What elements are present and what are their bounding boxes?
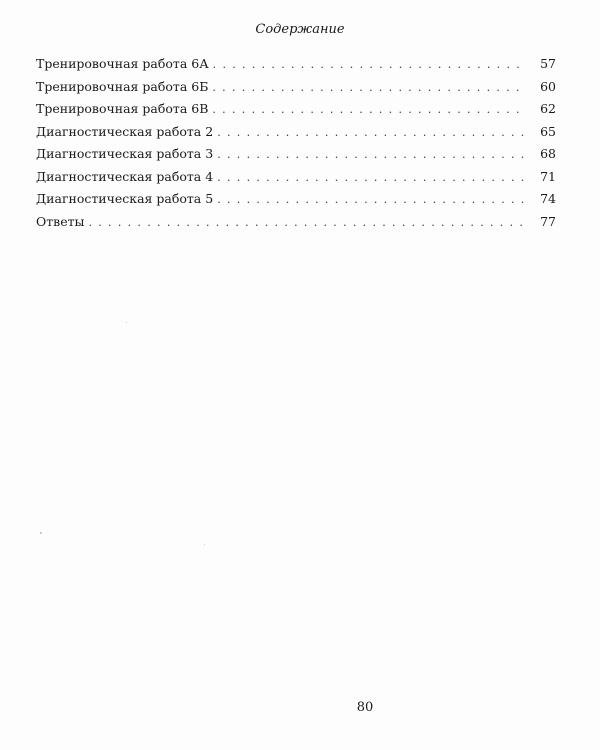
toc-entry-page: 62 — [540, 101, 556, 116]
scan-speck — [40, 532, 42, 534]
toc-entry-training-6v[interactable] — [36, 101, 556, 124]
scan-speck — [204, 544, 205, 545]
toc-entry-diagnostic-5[interactable] — [36, 191, 556, 214]
dot-leader — [88, 216, 526, 229]
scan-speck — [126, 322, 127, 323]
dot-leader — [213, 58, 526, 71]
toc-entry-label: Тренировочная работа 6А — [36, 56, 209, 71]
page-title: Содержание — [255, 22, 345, 37]
toc-entry-page: 74 — [540, 191, 556, 206]
toc-entry-label: Диагностическая работа 3 — [36, 146, 214, 161]
dot-leader — [217, 148, 526, 161]
dot-leader — [217, 193, 526, 206]
toc-entry-label: Диагностическая работа 5 — [36, 191, 214, 206]
toc-entry-diagnostic-2[interactable] — [36, 124, 556, 147]
table-of-contents — [36, 56, 556, 236]
toc-entry-diagnostic-4[interactable] — [36, 169, 556, 192]
toc-entry-answers[interactable] — [36, 214, 556, 237]
dot-leader — [212, 81, 526, 94]
toc-entry-label: Тренировочная работа 6Б — [36, 78, 209, 94]
toc-entry-label: Тренировочная работа 6В — [36, 101, 209, 116]
toc-entry-label: Ответы — [36, 213, 85, 229]
toc-entry-page: 71 — [540, 168, 556, 184]
toc-entry-label: Диагностическая работа 2 — [36, 123, 214, 139]
toc-entry-page: 77 — [540, 213, 556, 229]
toc-entry-page: 57 — [540, 56, 556, 71]
toc-entry-training-6a[interactable] — [36, 56, 556, 79]
toc-entry-page: 60 — [540, 78, 556, 94]
dot-leader — [217, 126, 526, 139]
dot-leader — [217, 171, 526, 184]
dot-leader — [212, 103, 526, 116]
toc-entry-diagnostic-3[interactable] — [36, 146, 556, 169]
toc-entry-page: 68 — [540, 146, 556, 161]
toc-entry-label: Диагностическая работа 4 — [36, 168, 214, 184]
toc-entry-training-6b[interactable] — [36, 79, 556, 102]
page-number: 80 — [356, 700, 374, 715]
toc-entry-page: 65 — [540, 123, 556, 139]
